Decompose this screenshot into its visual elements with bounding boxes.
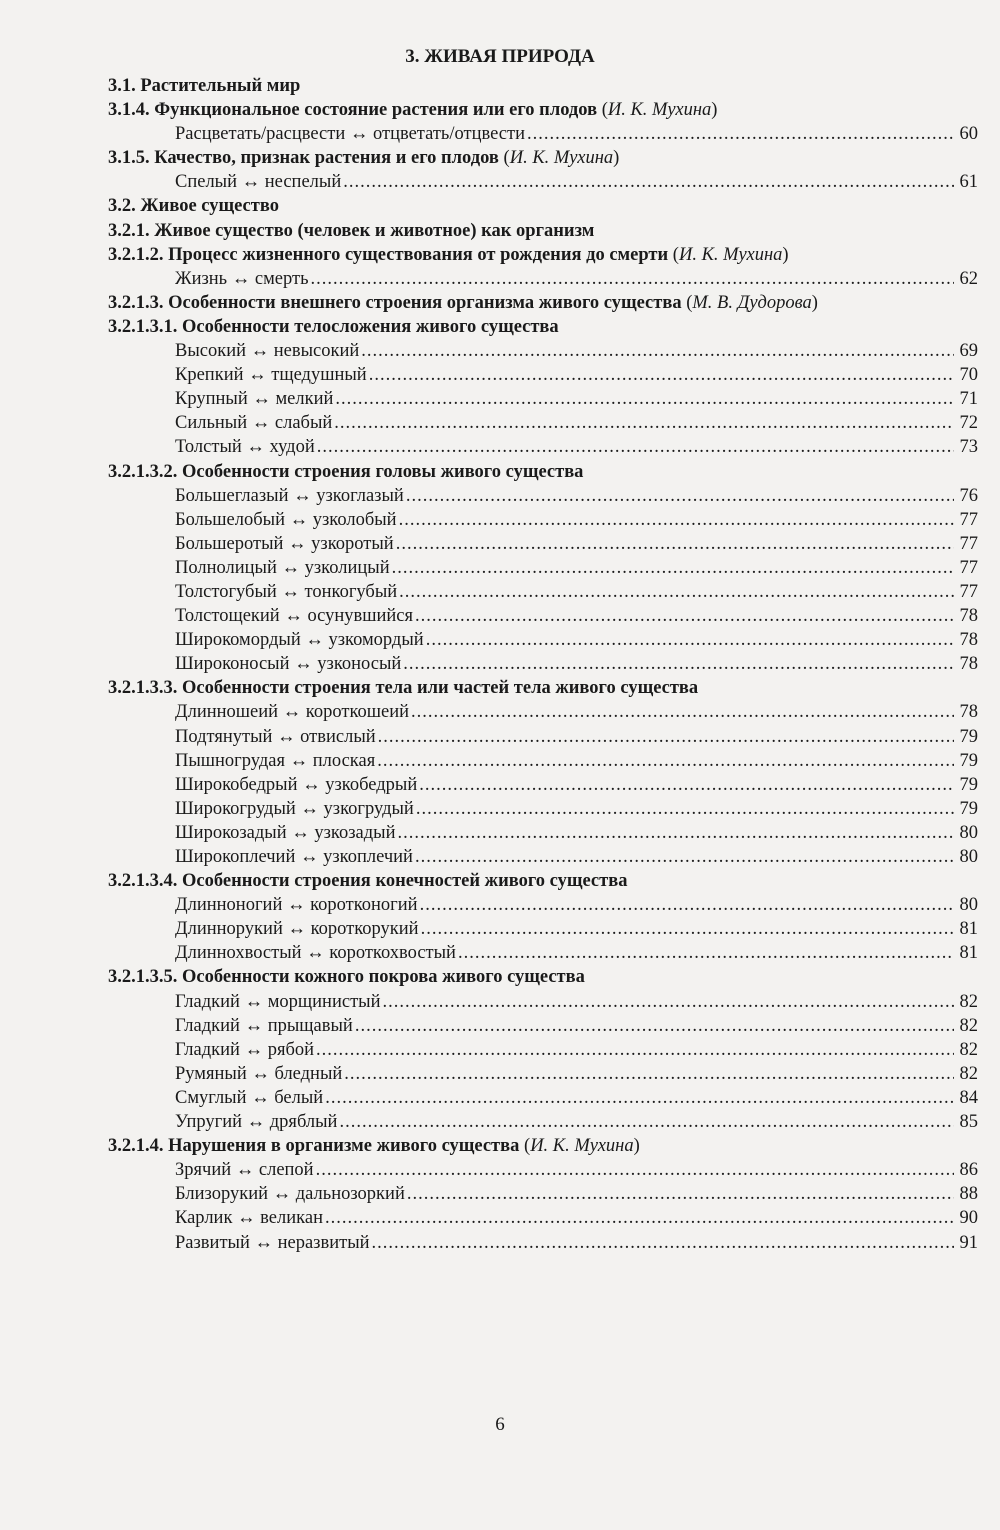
toc-entry bbox=[0, 339, 1000, 363]
toc-entry bbox=[0, 1182, 1000, 1206]
toc-section-heading bbox=[0, 219, 1000, 243]
entry-page-number: 62 bbox=[959, 268, 978, 289]
toc-entry bbox=[0, 267, 1000, 291]
toc-section-heading: 3.1.4. Функциональное состояние растения или его плодов (И. К. Мухина) bbox=[108, 100, 718, 121]
toc-entry bbox=[0, 387, 1000, 411]
dot-leader bbox=[361, 339, 954, 363]
entry-label: Развитый ↔ неразвитый bbox=[175, 1232, 370, 1253]
dot-leader bbox=[399, 508, 954, 532]
section-author: И. К. Мухина bbox=[607, 100, 712, 121]
toc-entry bbox=[0, 1110, 1000, 1134]
toc-entry bbox=[0, 700, 1000, 724]
entry-page-number: 78 bbox=[959, 606, 978, 627]
entry-label: Широкобедрый ↔ узкобедрый bbox=[175, 774, 418, 795]
entry-page-number: 60 bbox=[959, 124, 978, 145]
toc-entry bbox=[0, 508, 1000, 532]
entry-page-number: 61 bbox=[959, 172, 978, 193]
toc-entry bbox=[0, 1231, 1000, 1255]
entry-page-number: 80 bbox=[959, 822, 978, 843]
dot-leader bbox=[527, 122, 954, 146]
page-title: 3. ЖИВАЯ ПРИРОДА bbox=[405, 46, 595, 67]
entry-label: Толстый ↔ худой bbox=[175, 437, 315, 458]
toc-entry bbox=[0, 1038, 1000, 1062]
entry-page-number: 79 bbox=[959, 774, 978, 795]
entry-label: Подтянутый ↔ отвислый bbox=[175, 726, 376, 747]
toc-entry bbox=[0, 1158, 1000, 1182]
section-title: 3.2.1.3. Особенности внешнего строения организма живого существа bbox=[108, 292, 682, 313]
entry-page-number: 77 bbox=[959, 533, 978, 554]
toc-entry bbox=[0, 652, 1000, 676]
entry-page-number: 86 bbox=[959, 1160, 978, 1181]
toc-entry bbox=[0, 580, 1000, 604]
toc-entry bbox=[0, 122, 1000, 146]
dot-leader bbox=[377, 749, 954, 773]
dot-leader bbox=[311, 267, 954, 291]
entry-page-number: 85 bbox=[959, 1112, 978, 1133]
entry-label: Гладкий ↔ морщинистый bbox=[175, 991, 381, 1012]
entry-label: Толстогубый ↔ тонкогубый bbox=[175, 581, 398, 602]
entry-page-number: 78 bbox=[959, 702, 978, 723]
toc-entry bbox=[0, 941, 1000, 965]
entry-label: Пышногрудая ↔ плоская bbox=[175, 750, 376, 771]
toc-section-heading bbox=[0, 74, 1000, 98]
entry-page-number: 91 bbox=[959, 1232, 978, 1253]
entry-label: Близорукий ↔ дальнозоркий bbox=[175, 1184, 405, 1205]
entry-page-number: 78 bbox=[959, 630, 978, 651]
entry-label: Спелый ↔ неспелый bbox=[175, 172, 342, 193]
dot-leader bbox=[415, 604, 954, 628]
entry-page-number: 80 bbox=[959, 847, 978, 867]
entry-label: Широкоплечий ↔ узкоплечий bbox=[175, 847, 413, 867]
dot-leader bbox=[344, 1062, 954, 1086]
section-title: 3.2. Живое существо bbox=[108, 196, 279, 217]
entry-label: Полнолицый ↔ узколицый bbox=[175, 557, 390, 578]
entry-page-number: 81 bbox=[959, 943, 978, 964]
dot-leader bbox=[407, 1182, 954, 1206]
dot-leader bbox=[316, 1038, 954, 1062]
dot-leader bbox=[316, 1158, 954, 1182]
toc-section-heading: 3.1.5. Качество, признак растения и его плодов (И. К. Мухина) bbox=[108, 148, 620, 169]
section-title: 3.2.1.3.1. Особенности телосложения живого существа bbox=[108, 316, 559, 337]
entry-label: Расцветать/расцвести ↔ отцветать/отцвести bbox=[175, 124, 525, 145]
entry-page-number: 90 bbox=[959, 1208, 978, 1229]
toc-entry bbox=[0, 725, 1000, 749]
section-author: И. К. Мухина bbox=[530, 1136, 634, 1157]
entry-page-number: 79 bbox=[959, 798, 978, 819]
toc-section-heading bbox=[0, 194, 1000, 218]
entry-page-number: 76 bbox=[959, 485, 978, 506]
dot-leader bbox=[372, 1231, 954, 1255]
toc-entry bbox=[0, 484, 1000, 508]
entry-label: Большелобый ↔ узколобый bbox=[175, 509, 397, 530]
section-title: 3.2.1.3.4. Особенности строения конечностей живого существа bbox=[108, 871, 628, 892]
toc-entry bbox=[0, 1206, 1000, 1230]
toc-entry bbox=[0, 556, 1000, 580]
dot-leader bbox=[411, 700, 954, 724]
dot-leader bbox=[396, 532, 954, 556]
entry-label: Высокий ↔ невысокий bbox=[175, 341, 360, 362]
toc-entry bbox=[0, 749, 1000, 773]
entry-label: Сильный ↔ слабый bbox=[175, 413, 333, 434]
toc-section-heading: 3.2.1.2. Процесс жизненного существования от рождения до смерти (И. К. Мухина) bbox=[108, 244, 789, 265]
toc-section-heading bbox=[0, 869, 1000, 893]
dot-leader bbox=[399, 580, 954, 604]
dot-leader bbox=[421, 917, 954, 941]
entry-page-number: 78 bbox=[959, 654, 978, 675]
dot-leader bbox=[419, 773, 954, 797]
entry-page-number: 79 bbox=[959, 726, 978, 747]
toc-entry bbox=[0, 411, 1000, 435]
entry-label: Длинноногий ↔ коротконогий bbox=[175, 895, 418, 916]
entry-label: Широконосый ↔ узконосый bbox=[175, 654, 402, 675]
entry-page-number: 81 bbox=[959, 919, 978, 940]
entry-label: Толстощекий ↔ осунувшийся bbox=[175, 606, 414, 627]
dot-leader bbox=[406, 484, 954, 508]
entry-label: Крупный ↔ мелкий bbox=[175, 389, 334, 410]
dot-leader bbox=[325, 1206, 954, 1230]
toc-entry bbox=[0, 773, 1000, 797]
entry-label: Гладкий ↔ рябой bbox=[175, 1039, 315, 1060]
toc-section-heading: 3.2.1.3. Особенности внешнего строения организма живого существа (М. В. Дудорова) bbox=[108, 292, 818, 313]
dot-leader bbox=[378, 725, 954, 749]
section-title: 3.1.4. Функциональное состояние растения или его плодов bbox=[108, 100, 598, 121]
entry-label: Широкогрудый ↔ узкогрудый bbox=[175, 798, 414, 819]
section-author: И. К. Мухина bbox=[678, 244, 783, 265]
toc-entry bbox=[0, 435, 1000, 459]
dot-leader bbox=[415, 845, 954, 869]
toc-entry bbox=[0, 845, 1000, 869]
entry-page-number: 79 bbox=[959, 750, 978, 771]
entry-label: Длиннорукий ↔ короткорукий bbox=[175, 919, 419, 940]
entry-page-number: 82 bbox=[959, 1063, 978, 1084]
section-title: 3.1.5. Качество, признак растения и его плодов bbox=[108, 148, 499, 169]
dot-leader bbox=[325, 1086, 954, 1110]
dot-leader bbox=[335, 387, 954, 411]
dot-leader bbox=[339, 1110, 954, 1134]
entry-label: Зрячий ↔ слепой bbox=[175, 1160, 314, 1181]
dot-leader bbox=[369, 363, 954, 387]
table-of-contents bbox=[0, 74, 1000, 1255]
dot-leader bbox=[403, 652, 954, 676]
entry-page-number: 71 bbox=[959, 389, 978, 410]
page-number: 6 bbox=[495, 1414, 505, 1435]
entry-page-number: 88 bbox=[959, 1184, 978, 1205]
entry-label: Гладкий ↔ прыщавый bbox=[175, 1015, 353, 1036]
entry-page-number: 84 bbox=[959, 1087, 978, 1108]
dot-leader bbox=[343, 170, 954, 194]
toc-entry bbox=[0, 363, 1000, 387]
toc-entry bbox=[0, 604, 1000, 628]
section-title: 3.2.1.3.2. Особенности строения головы живого существа bbox=[108, 461, 584, 482]
toc-entry bbox=[0, 917, 1000, 941]
entry-page-number: 82 bbox=[959, 1039, 978, 1060]
entry-page-number: 77 bbox=[959, 581, 978, 602]
entry-page-number: 82 bbox=[959, 1015, 978, 1036]
entry-page-number: 77 bbox=[959, 509, 978, 530]
toc-entry bbox=[0, 628, 1000, 652]
toc-entry bbox=[0, 893, 1000, 917]
entry-label: Упругий ↔ дряблый bbox=[175, 1112, 338, 1133]
entry-label: Жизнь ↔ смерть bbox=[175, 268, 309, 289]
entry-page-number: 82 bbox=[959, 991, 978, 1012]
entry-page-number: 70 bbox=[959, 365, 978, 386]
entry-page-number: 77 bbox=[959, 557, 978, 578]
entry-label: Румяный ↔ бледный bbox=[175, 1063, 343, 1084]
section-title: 3.2.1.4. Нарушения в организме живого существа bbox=[108, 1136, 520, 1157]
dot-leader bbox=[355, 1014, 954, 1038]
section-author: М. В. Дудорова bbox=[692, 292, 812, 313]
entry-label: Широкомордый ↔ узкомордый bbox=[175, 630, 424, 651]
entry-label: Большеротый ↔ узкоротый bbox=[175, 533, 394, 554]
dot-leader bbox=[398, 821, 955, 845]
toc-entry bbox=[0, 532, 1000, 556]
dot-leader bbox=[382, 990, 954, 1014]
dot-leader bbox=[426, 628, 954, 652]
toc-entry bbox=[0, 1086, 1000, 1110]
section-title: 3.2.1.3.5. Особенности кожного покрова живого существа bbox=[108, 967, 585, 988]
dot-leader bbox=[317, 435, 954, 459]
toc-entry bbox=[0, 1062, 1000, 1086]
toc-entry bbox=[0, 797, 1000, 821]
dot-leader bbox=[420, 893, 954, 917]
section-title: 3.2.1. Живое существо (человек и животное) как организм bbox=[108, 220, 595, 241]
toc-entry bbox=[0, 1014, 1000, 1038]
entry-label: Большеглазый ↔ узкоглазый bbox=[175, 485, 404, 506]
toc-entry bbox=[0, 990, 1000, 1014]
entry-label: Широкозадый ↔ узкозадый bbox=[175, 822, 396, 843]
dot-leader bbox=[458, 941, 954, 965]
entry-page-number: 72 bbox=[959, 413, 978, 434]
toc-section-heading bbox=[0, 460, 1000, 484]
section-title: 3.1. Растительный мир bbox=[108, 76, 301, 96]
entry-label: Смуглый ↔ белый bbox=[175, 1087, 324, 1108]
entry-page-number: 69 bbox=[959, 341, 978, 362]
section-author: И. К. Мухина bbox=[509, 148, 614, 169]
section-title: 3.2.1.3.3. Особенности строения тела или частей тела живого существа bbox=[108, 678, 699, 699]
dot-leader bbox=[392, 556, 954, 580]
entry-page-number: 80 bbox=[959, 895, 978, 916]
section-title: 3.2.1.2. Процесс жизненного существования от рождения до смерти bbox=[108, 244, 669, 265]
toc-section-heading: 3.2.1.4. Нарушения в организме живого существа (И. К. Мухина) bbox=[108, 1136, 640, 1157]
toc-section-heading bbox=[0, 965, 1000, 989]
dot-leader bbox=[334, 411, 954, 435]
dot-leader bbox=[416, 797, 954, 821]
entry-label: Карлик ↔ великан bbox=[175, 1208, 323, 1229]
toc-entry bbox=[0, 821, 1000, 845]
entry-page-number: 73 bbox=[959, 437, 978, 458]
entry-label: Крепкий ↔ тщедушный bbox=[175, 365, 367, 386]
toc-section-heading bbox=[0, 315, 1000, 339]
entry-label: Длиннохвостый ↔ короткохвостый bbox=[175, 943, 456, 964]
entry-label: Длинношеий ↔ короткошеий bbox=[175, 702, 410, 723]
toc-section-heading bbox=[0, 676, 1000, 700]
toc-entry bbox=[0, 170, 1000, 194]
